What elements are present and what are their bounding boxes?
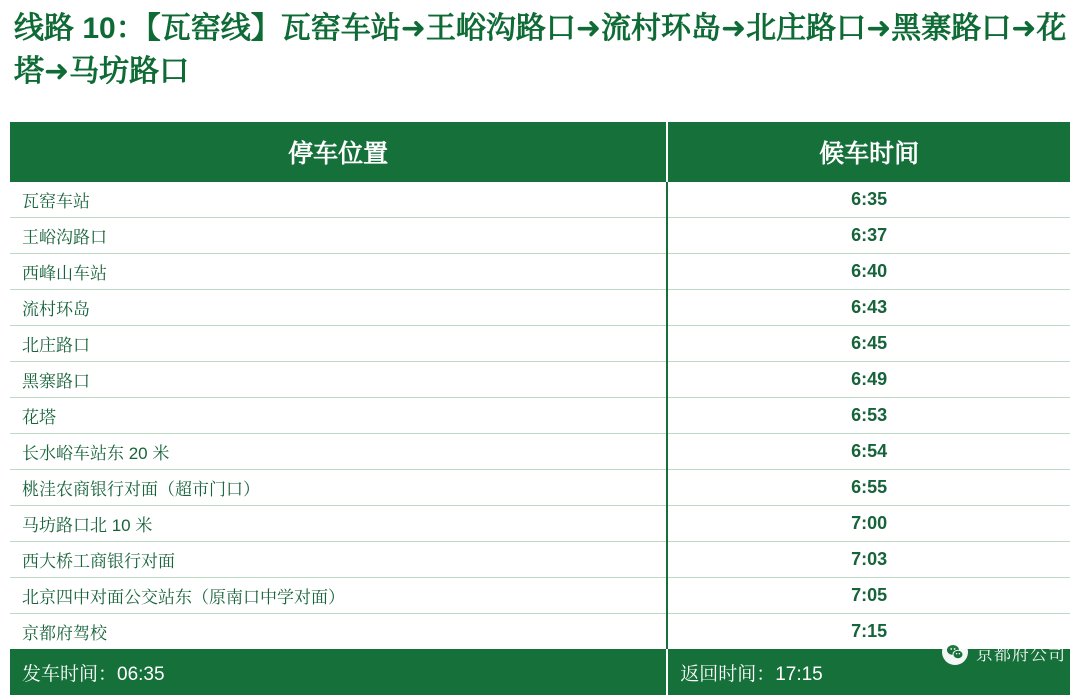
stop-location: 流村环岛 — [10, 290, 667, 326]
table-row — [10, 434, 1070, 470]
return-time-label: 返回时间：17:15 — [667, 649, 1070, 695]
table-row — [10, 326, 1070, 362]
stop-location: 黑寨路口 — [10, 362, 667, 398]
stop-time: 7:00 — [667, 506, 1070, 542]
table-row — [10, 470, 1070, 506]
table-row — [10, 578, 1070, 614]
stop-location: 西大桥工商银行对面 — [10, 542, 667, 578]
stop-location: 桃洼农商银行对面（超市门口） — [10, 470, 667, 506]
table-header-row — [10, 122, 1070, 182]
table-row — [10, 182, 1070, 218]
stop-location: 西峰山车站 — [10, 254, 667, 290]
column-header-time: 候车时间 — [667, 122, 1070, 182]
table-row — [10, 218, 1070, 254]
table-row — [10, 362, 1070, 398]
table-row — [10, 290, 1070, 326]
stop-time: 6:49 — [667, 362, 1070, 398]
table-row — [10, 398, 1070, 434]
table-row — [10, 254, 1070, 290]
stop-location: 长水峪车站东 20 米 — [10, 434, 667, 470]
departure-time-label: 发车时间：06:35 — [10, 649, 667, 695]
stop-time: 7:05 — [667, 578, 1070, 614]
stop-time: 6:55 — [667, 470, 1070, 506]
watermark-label: 京都府公司 — [976, 644, 1066, 664]
table-row — [10, 542, 1070, 578]
stop-time: 6:37 — [667, 218, 1070, 254]
schedule-table-wrap — [8, 120, 1072, 697]
stop-time: 7:03 — [667, 542, 1070, 578]
stop-location: 花塔 — [10, 398, 667, 434]
table-row — [10, 506, 1070, 542]
stop-location: 北庄路口 — [10, 326, 667, 362]
stop-time: 6:40 — [667, 254, 1070, 290]
stop-time: 6:45 — [667, 326, 1070, 362]
table-row — [10, 614, 1070, 650]
stop-location: 北京四中对面公交站东（原南口中学对面） — [10, 578, 667, 614]
stop-time: 6:54 — [667, 434, 1070, 470]
stop-location: 京都府驾校 — [10, 614, 667, 650]
stop-location: 马坊路口北 10 米 — [10, 506, 667, 542]
column-header-location: 停车位置 — [10, 122, 667, 182]
page-title: 线路 10：【瓦窑线】瓦窑车站➜王峪沟路口➜流村环岛➜北庄路口➜黑寨路口➜花塔➜马坊路口 — [14, 12, 1067, 88]
stop-time: 6:43 — [667, 290, 1070, 326]
stop-location: 瓦窑车站 — [10, 182, 667, 218]
stop-location: 王峪沟路口 — [10, 218, 667, 254]
table-footer-row — [10, 649, 1070, 695]
stop-time: 6:53 — [667, 398, 1070, 434]
schedule-table — [10, 122, 1070, 695]
stop-time: 6:35 — [667, 182, 1070, 218]
stop-time: 7:15 — [667, 614, 1070, 650]
